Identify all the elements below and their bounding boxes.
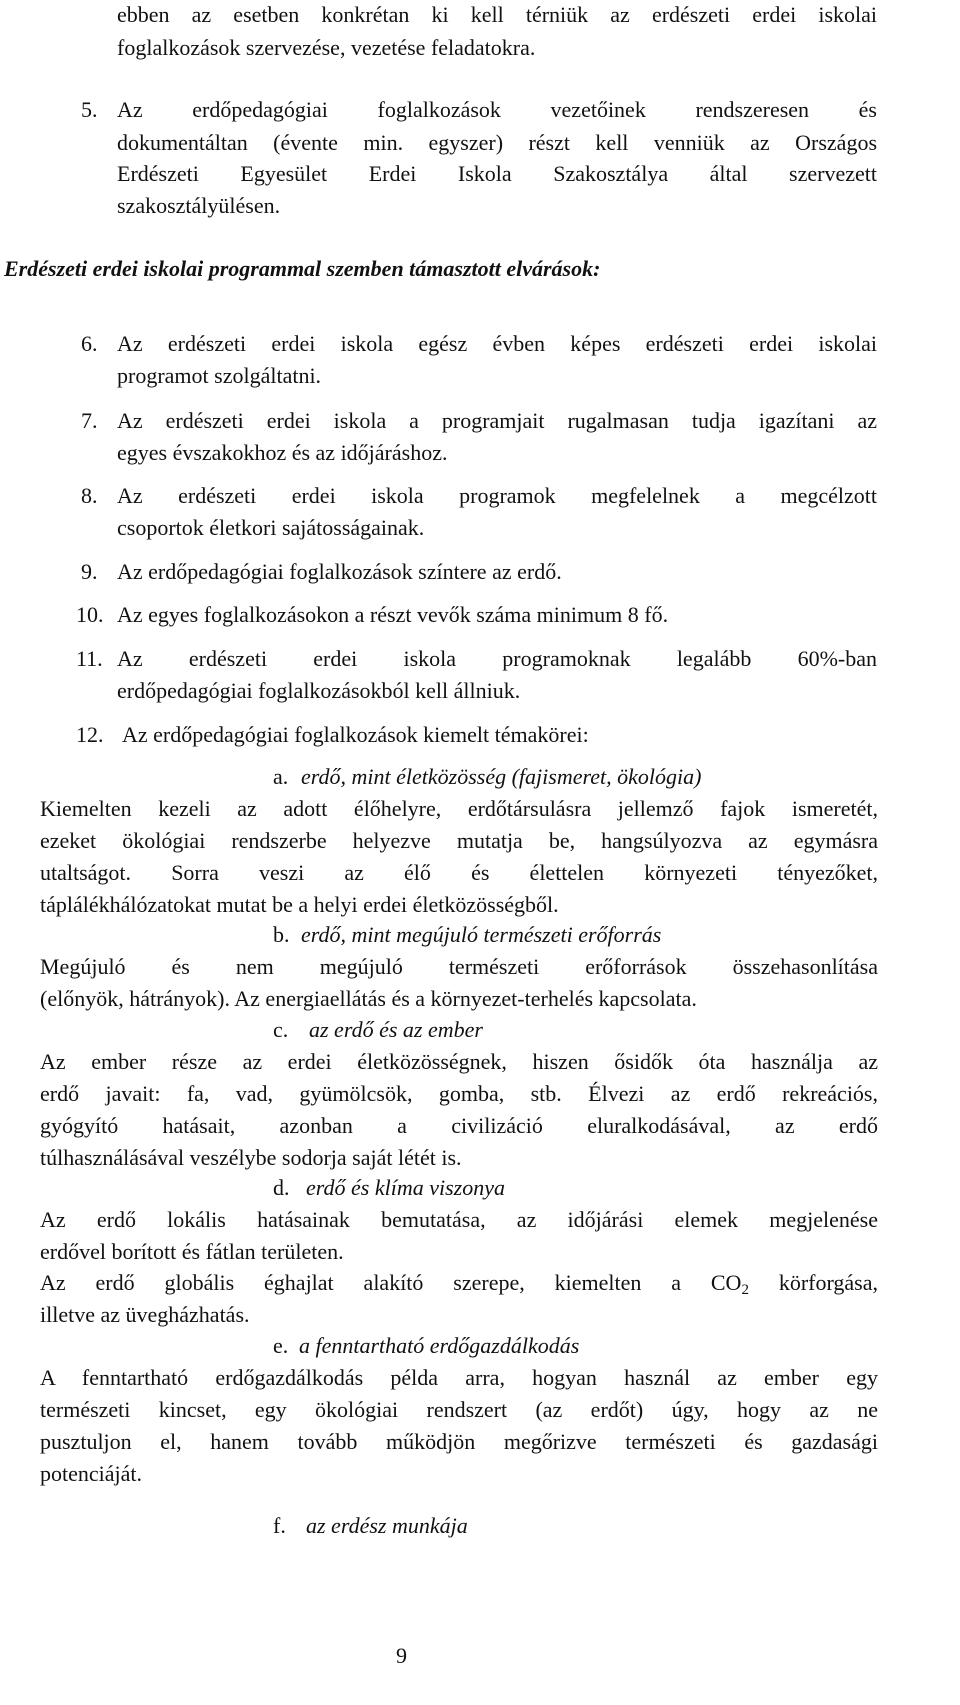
topic-c-line-3: gyógyító hatásait, azonban a civilizáció eluralkodásával, az erdő <box>40 1113 878 1138</box>
co2-subscript: 2 <box>741 1282 749 1298</box>
topic-a-title: erdő, mint életközösség (fajismeret, ökológia) <box>301 764 702 789</box>
list-number-7: 7. <box>81 408 98 433</box>
topic-e-line-4: potenciáját. <box>40 1461 143 1486</box>
topic-c-letter: c. <box>273 1017 289 1042</box>
co2-text: Az erdő globális éghajlat alakító szerepe, kiemelten a CO <box>40 1270 742 1295</box>
topic-e-line-3: pusztuljon el, hanem tovább működjön megőrizve természeti és gazdasági <box>40 1429 878 1454</box>
item-10-line-1: Az egyes foglalkozásokon a részt vevők száma minimum 8 fő. <box>117 602 669 627</box>
topic-a-letter: a. <box>273 764 289 789</box>
item-8-line-2: csoportok életkori sajátosságainak. <box>117 515 425 540</box>
topic-a-line-2: ezeket ökológiai rendszerbe helyezve mutatja be, hangsúlyozva az egymásra <box>40 828 878 853</box>
item-6-line-1: Az erdészeti erdei iskola egész évben képes erdészeti erdei iskolai <box>117 331 877 356</box>
topic-b-line-1: Megújuló és nem megújuló természeti erőforrások összehasonlítása <box>40 954 878 979</box>
co2-text-after: körforgása, <box>748 1270 879 1295</box>
topic-c-line-2: erdő javait: fa, vad, gyümölcsök, gomba, stb. Élvezi az erdő rekreációs, <box>40 1081 878 1106</box>
topic-d-line-1: Az erdő lokális hatásainak bemutatása, az időjárási elemek megjelenése <box>40 1207 878 1232</box>
topic-b-line-2: (előnyök, hátrányok). Az energiaellátás és a környezet-terhelés kapcsolata. <box>40 986 697 1011</box>
list-number-9: 9. <box>81 559 98 584</box>
list-number-10: 10. <box>76 602 104 627</box>
topic-f-title: az erdész munkája <box>306 1513 468 1538</box>
topic-b-title: erdő, mint megújuló természeti erőforrás <box>301 922 662 947</box>
topic-d-line-2: erdővel borított és fátlan területen. <box>40 1239 344 1264</box>
topic-c-line-4: túlhasználásával veszélybe sodorja saját létét is. <box>40 1145 462 1170</box>
item-5-line-1: Az erdőpedagógiai foglalkozások vezetőinek rendszeresen és <box>117 97 877 122</box>
topic-d-title: erdő és klíma viszonya <box>306 1175 505 1200</box>
list-number-6: 6. <box>81 331 98 356</box>
topic-a-line-1: Kiemelten kezeli az adott élőhelyre, erdőtársulásra jellemző fajok ismeretét, <box>40 796 878 821</box>
section-heading: Erdészeti erdei iskolai programmal szemben támasztott elvárások: <box>4 256 601 281</box>
topic-e-letter: e. <box>273 1333 289 1358</box>
item-8-line-1: Az erdészeti erdei iskola programok megfelelnek a megcélzott <box>117 483 877 508</box>
item-7-line-2: egyes évszakokhoz és az időjáráshoz. <box>117 440 448 465</box>
intro-line-1: ebben az esetben konkrétan ki kell térniük az erdészeti erdei iskolai <box>117 2 877 27</box>
list-number-12: 12. <box>76 722 104 747</box>
topic-d-line-4: illetve az üvegházhatás. <box>40 1302 250 1327</box>
item-12-line-1: Az erdőpedagógiai foglalkozások kiemelt témakörei: <box>122 722 589 747</box>
topic-d-line-3 <box>40 1270 878 1299</box>
topic-a-line-4: táplálékhálózatokat mutat be a helyi erdei életközösségből. <box>40 892 559 917</box>
intro-line-2: foglalkozások szervezése, vezetése feladatokra. <box>117 35 536 60</box>
topic-d-letter: d. <box>273 1175 290 1200</box>
topic-e-title: a fenntartható erdőgazdálkodás <box>299 1333 580 1358</box>
topic-c-line-1: Az ember része az erdei életközösségnek, hiszen ősidők óta használja az <box>40 1049 878 1074</box>
item-9-line-1: Az erdőpedagógiai foglalkozások színtere az erdő. <box>117 559 562 584</box>
list-number-11: 11. <box>76 646 103 671</box>
item-5-line-4: szakosztályülésen. <box>117 193 281 218</box>
item-5-line-3: Erdészeti Egyesület Erdei Iskola Szakosztálya által szervezett <box>117 161 877 186</box>
list-number-8: 8. <box>81 483 98 508</box>
item-6-line-2: programot szolgáltatni. <box>117 363 322 388</box>
topic-c-title: az erdő és az ember <box>309 1017 483 1042</box>
item-11-line-2: erdőpedagógiai foglalkozásokból kell állniuk. <box>117 678 521 703</box>
topic-e-line-2: természeti kincset, egy ökológiai rendszert (az erdőt) úgy, hogy az ne <box>40 1397 878 1422</box>
list-number-5: 5. <box>81 97 98 122</box>
item-7-line-1: Az erdészeti erdei iskola a programjait rugalmasan tudja igazítani az <box>117 408 877 433</box>
item-11-line-1: Az erdészeti erdei iskola programoknak legalább 60%-ban <box>117 646 877 671</box>
page-number: 9 <box>396 1643 407 1668</box>
topic-a-line-3: utaltságot. Sorra veszi az élő és élettelen környezeti tényezőket, <box>40 860 878 885</box>
topic-e-line-1: A fenntartható erdőgazdálkodás példa arra, hogyan használ az ember egy <box>40 1365 878 1390</box>
topic-f-letter: f. <box>273 1513 286 1538</box>
item-5-line-2: dokumentáltan (évente min. egyszer) részt kell venniük az Országos <box>117 130 877 155</box>
topic-b-letter: b. <box>273 922 290 947</box>
